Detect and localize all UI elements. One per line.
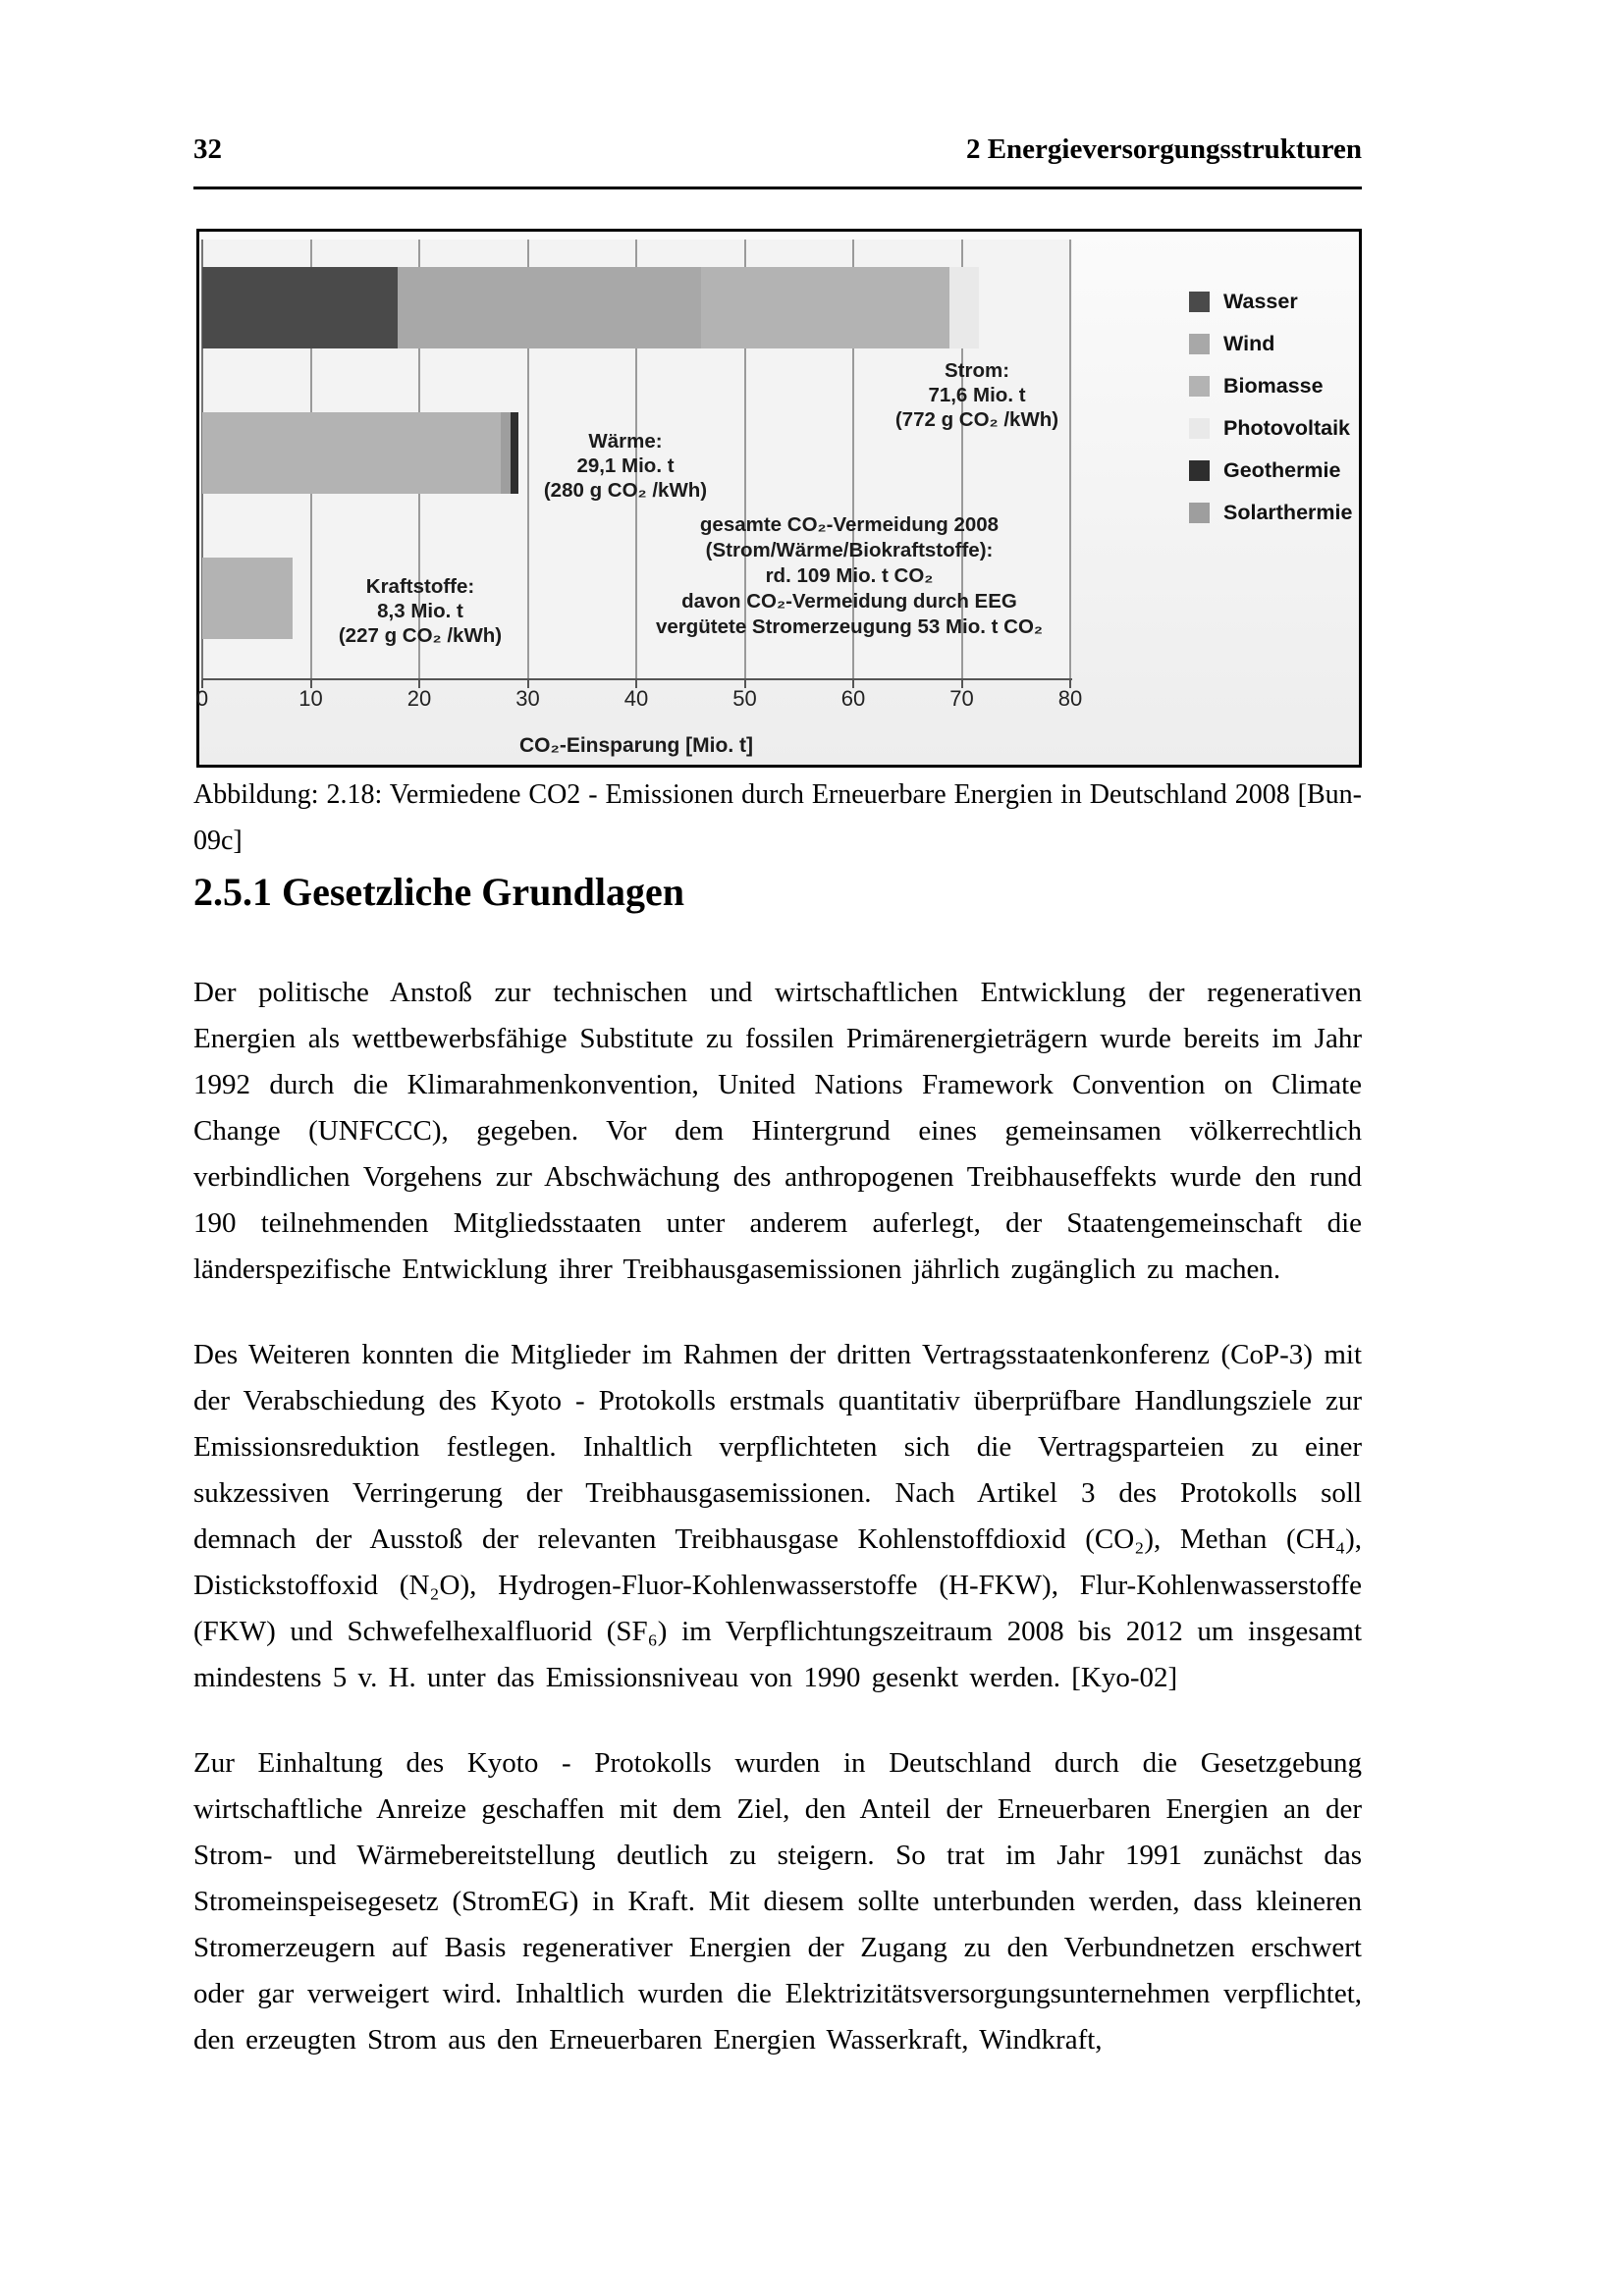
bar-strom-segment-biomasse: [701, 267, 949, 348]
bar-strom-segment-wind: [398, 267, 701, 348]
legend-item-photovoltaik: [1189, 416, 1350, 441]
annotation-line: gesamte CO₂-Vermeidung 2008: [699, 513, 1000, 536]
annotation-line: Kraftstoffe:: [365, 575, 475, 598]
legend-label-solarthermie: Solarthermie: [1223, 501, 1353, 524]
x-tick-label-30: 30: [515, 686, 540, 711]
paragraph-1: Der politische Anstoß zur technischen und wirtschaftlichen Entwicklung der regenerativen Energien als wettbewerbsfähige Substitute zu fossilen Primärenergieträgern wurde bereits im Jahr 1992 durch die Klimarahmenkonvention, United Nations Framework Convention on Climate Change (UNFCCC), gegeben. Vor dem Hintergrund eines gemeinsamen völkerrechtlich verbindlichen Vorgehens zur Abschwächung des anthropogenen Treibhauseffekts wurde den rund 190 teilnehmenden Mitgliedsstaaten unter anderem auferlegt, der Staatengemeinschaft die länderspezifische Entwicklung ihrer Treibhausgasemissionen jährlich zugänglich zu machen.: [193, 977, 1362, 1285]
annotation-line: vergütete Stromerzeugung 53 Mio. t CO₂: [655, 615, 1044, 638]
legend-item-solarthermie: [1189, 501, 1352, 525]
legend-item-wasser: [1189, 290, 1298, 314]
bar-strom-segment-photovoltaik: [949, 267, 979, 348]
section-heading: 2.5.1 Gesetzliche Grundlagen: [193, 870, 684, 914]
x-tick-label-20: 20: [406, 686, 432, 711]
figure-chart: [196, 229, 1362, 768]
x-tick-label-10: 10: [298, 686, 323, 711]
x-tick-label-0: 0: [195, 686, 209, 711]
annotation-line: davon CO₂-Vermeidung durch EEG: [681, 590, 1017, 613]
bar-strom-segment-wasser: [202, 267, 398, 348]
annotation-line: (Strom/Wärme/Biokraftstoffe):: [705, 539, 994, 561]
body-text: [193, 970, 1362, 2103]
annotation-kraftstoffe: [253, 574, 587, 648]
x-axis-line: [202, 678, 1072, 680]
annotation-line: 71,6 Mio. t: [928, 384, 1026, 406]
figure-caption: [193, 772, 1362, 864]
legend-swatch-biomasse: [1189, 376, 1210, 397]
annotation-line: 8,3 Mio. t: [377, 600, 463, 622]
x-tick-label-40: 40: [623, 686, 649, 711]
page-header: [193, 133, 1362, 166]
legend-swatch-photovoltaik: [1189, 418, 1210, 439]
header-rule: [193, 187, 1362, 189]
legend-label-wind: Wind: [1223, 332, 1275, 355]
figure-caption-line1: Abbildung: 2.18: Vermiedene CO2 - Emissionen durch Erneuerbare Energien in Deutschland 2008 [Bun-: [193, 779, 1362, 810]
legend-swatch-wasser: [1189, 292, 1210, 312]
annotation-total: [594, 512, 1105, 640]
annotation-line: rd. 109 Mio. t CO₂: [765, 564, 934, 587]
annotation-waerme: [459, 429, 792, 503]
legend-swatch-solarthermie: [1189, 503, 1210, 523]
legend-label-biomasse: Biomasse: [1223, 374, 1324, 398]
legend-swatch-wind: [1189, 334, 1210, 354]
x-tick-label-70: 70: [949, 686, 974, 711]
annotation-line: Strom:: [944, 359, 1010, 382]
annotation-line: (772 g CO₂ /kWh): [894, 408, 1059, 431]
annotation-strom: [810, 358, 1144, 432]
bar-waerme-segment-biomasse: [202, 412, 501, 494]
legend-label-photovoltaik: Photovoltaik: [1223, 416, 1351, 440]
chapter-title: 2 Energieversorgungsstrukturen: [965, 133, 1362, 165]
annotation-line: Wärme:: [588, 430, 663, 453]
legend-item-wind: [1189, 332, 1274, 356]
annotation-line: (227 g CO₂ /kWh): [338, 624, 503, 647]
figure-caption-line2: 09c]: [193, 826, 243, 856]
page-number: 32: [193, 133, 222, 165]
legend-label-geothermie: Geothermie: [1223, 458, 1341, 482]
paragraph-3: Zur Einhaltung des Kyoto - Protokolls wurden in Deutschland durch die Gesetzgebung wirtschaftliche Anreize geschaffen mit dem Ziel, den Anteil der Erneuerbaren Energien an der Strom- und Wärmebereitstellung deutlich zu steigern. So trat im Jahr 1991 zunächst das Stromeinspeisegesetz (StromEG) in Kraft. Mit diesem sollte unterbunden werden, dass kleineren Stromerzeugern auf Basis regenerativer Energien der Zugang zu den Verbundnetzen erschwert oder gar verweigert wird. Inhaltlich wurden die Elektrizitätsversorgungsunternehmen verpflichtet, den erzeugten Strom aus den Erneuerbaren Energien Wasserkraft, Windkraft,: [193, 1747, 1362, 2056]
annotation-line: 29,1 Mio. t: [576, 454, 675, 477]
x-tick-label-80: 80: [1057, 686, 1083, 711]
x-tick-label-60: 60: [840, 686, 866, 711]
x-axis-title: CO₂-Einsparung [Mio. t]: [519, 734, 753, 757]
x-tick-label-50: 50: [732, 686, 757, 711]
legend-swatch-geothermie: [1189, 460, 1210, 481]
paragraph-2: Des Weiteren konnten die Mitglieder im Rahmen der dritten Vertragsstaatenkonferenz (CoP-3) mit der Verabschiedung des Kyoto - Protokolls erstmals quantitativ überprüfbare Handlungsziele zur Emissionsreduktion festlegen. Inhaltlich verpflichteten sich die Vertragsparteien zu einer sukzessiven Verringerung der Treibhausgasemissionen. Nach Artikel 3 des Protokolls soll demnach der Ausstoß der relevanten Treibhausgase Kohlenstoffdioxid (CO₂), Methan (CH₄), Distickstoffoxid (N₂O), Hydrogen-Fluor-Kohlenwasserstoffe (H-FKW), Flur-Kohlenwasserstoffe (FKW) und Schwefelhexalfluorid (SF₆) im Verpflichtungszeitraum 2008 bis 2012 um insgesamt mindestens 5 v. H. unter das Emissionsniveau von 1990 gesenkt werden. [Kyo-02]: [193, 1339, 1362, 1693]
legend-label-wasser: Wasser: [1223, 290, 1298, 313]
annotation-line: (280 g CO₂ /kWh): [543, 479, 708, 502]
legend-item-geothermie: [1189, 458, 1340, 483]
legend-item-biomasse: [1189, 374, 1324, 399]
